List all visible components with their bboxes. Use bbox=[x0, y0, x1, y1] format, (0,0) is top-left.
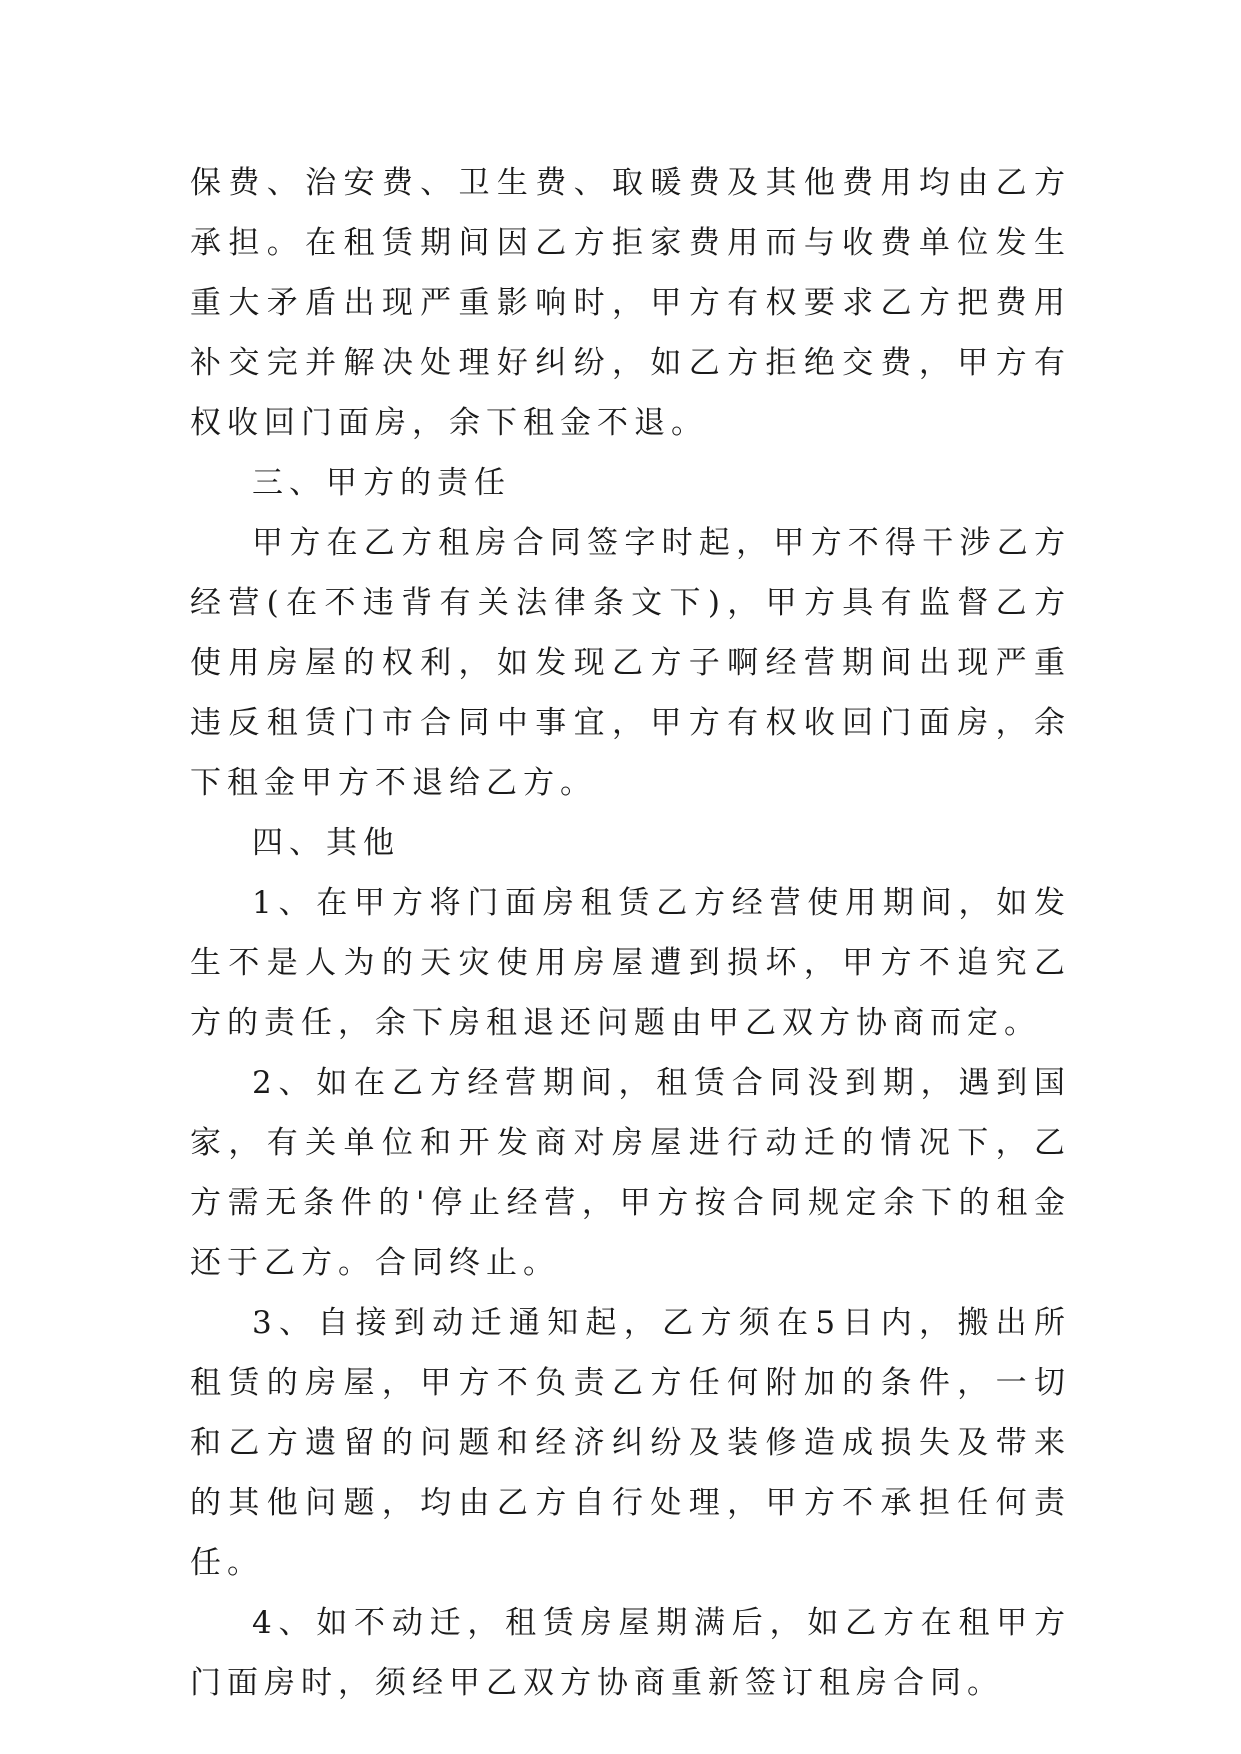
paragraph-other-clause-3: 3、自接到动迁通知起，乙方须在5日内，搬出所租赁的房屋，甲方不负责乙方任何附加的条件，一切和乙方遗留的问题和经济纠纷及装修造成损失及带来的其他问题，均由乙方自行处理，甲方不承担任何责任。 bbox=[190, 1305, 1071, 1581]
document-body bbox=[190, 153, 1071, 1713]
section-heading-other: 四、其他 bbox=[252, 825, 400, 861]
paragraph-other-clause-2: 2、如在乙方经营期间，租赁合同没到期，遇到国家，有关单位和开发商对房屋进行动迁的情况下，乙方需无条件的'停止经营，甲方按合同规定余下的租金还于乙方。合同终止。 bbox=[190, 1065, 1071, 1281]
paragraph-fees-continued: 保费、治安费、卫生费、取暖费及其他费用均由乙方承担。在租赁期间因乙方拒家费用而与收费单位发生重大矛盾出现严重影响时，甲方有权要求乙方把费用补交完并解决处理好纠纷，如乙方拒绝交费，甲方有权收回门面房，余下租金不退。 bbox=[190, 165, 1071, 441]
paragraph-other-clause-1: 1、在甲方将门面房租赁乙方经营使用期间，如发生不是人为的天灾使用房屋遭到损坏，甲方不追究乙方的责任，余下房租退还问题由甲乙双方协商而定。 bbox=[190, 885, 1071, 1041]
paragraph-party-a-responsibility: 甲方在乙方租房合同签字时起，甲方不得干涉乙方经营(在不违背有关法律条文下)，甲方具有监督乙方使用房屋的权利，如发现乙方子啊经营期间出现严重违反租赁门市合同中事宜，甲方有权收回门面房，余下租金甲方不退给乙方。 bbox=[190, 525, 1071, 801]
section-heading-party-a-responsibility: 三、甲方的责任 bbox=[252, 465, 511, 501]
paragraph-other-clause-4: 4、如不动迁，租赁房屋期满后，如乙方在租甲方门面房时，须经甲乙双方协商重新签订租房合同。 bbox=[190, 1605, 1071, 1701]
